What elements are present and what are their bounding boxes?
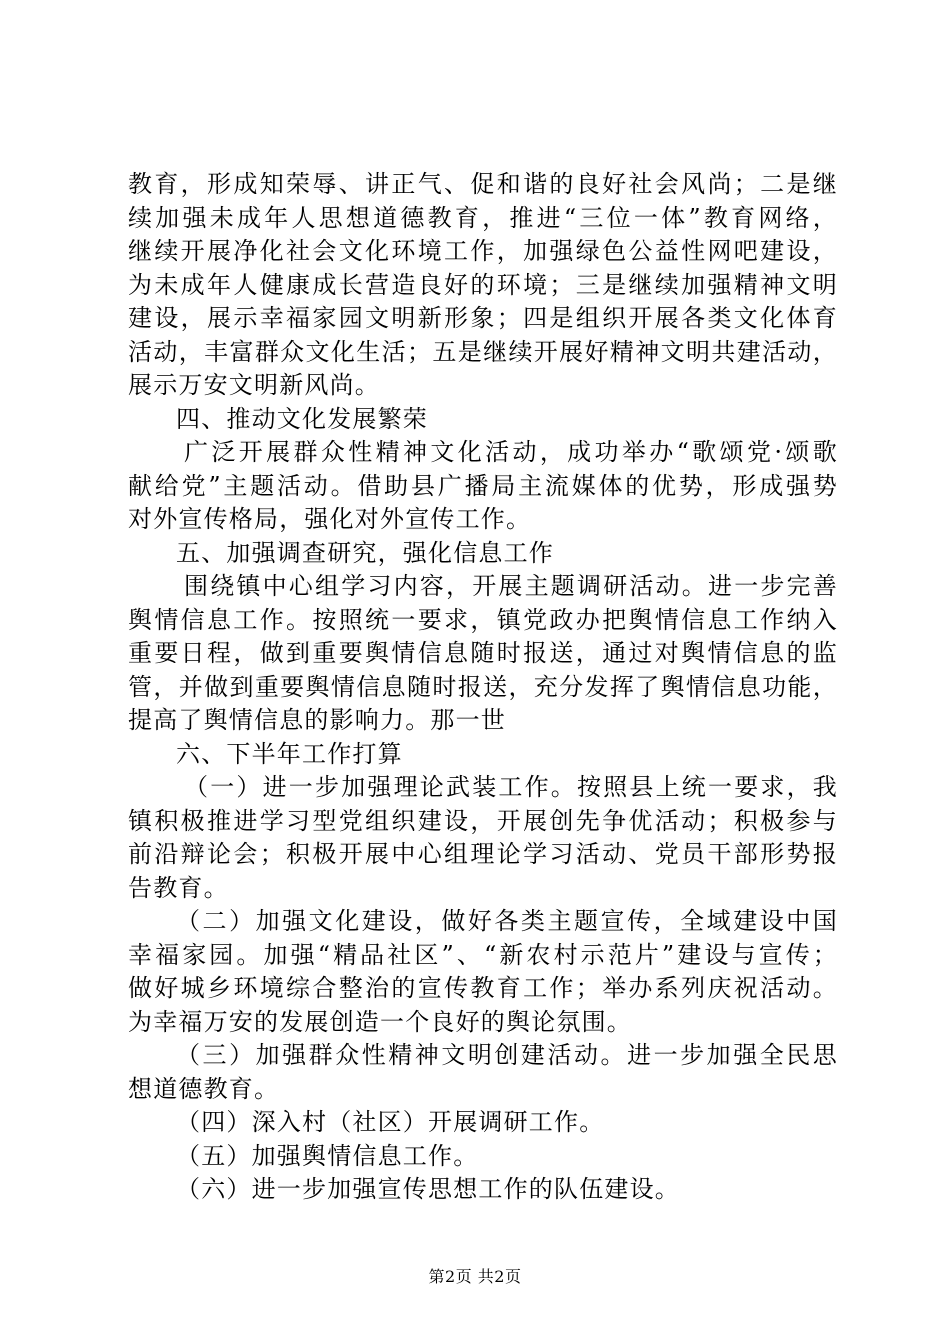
text-line: 幸福家园。加强“精品社区”、“新农村示范片”建设与宣传；: [128, 940, 838, 969]
page-footer: 第2页 共2页: [428, 1267, 522, 1286]
text-line: 继续开展净化社会文化环境工作，加强绿色公益性网吧建设，: [128, 237, 838, 265]
text-line: 五、加强调查研究，强化信息工作: [176, 538, 554, 567]
text-line: 展示万安文明新风尚。: [128, 371, 380, 399]
text-line: 告教育。: [128, 873, 229, 902]
text-line: 做好城乡环境综合整治的宣传教育工作；举办系列庆祝活动。: [128, 974, 838, 1002]
text-line: （五）加强舆情信息工作。: [176, 1141, 479, 1170]
text-line: 四、推动文化发展繁荣: [176, 404, 428, 433]
text-line: 广泛开展群众性精神文化活动，成功举办“歌颂党·颂歌: [184, 438, 838, 466]
text-line: 围绕镇中心组学习内容，开展主题调研活动。进一步完善: [184, 572, 838, 600]
text-line: 管，并做到重要舆情信息随时报送，充分发挥了舆情信息功能，: [128, 672, 838, 701]
text-line: 为幸福万安的发展创造一个良好的舆论氛围。: [128, 1007, 632, 1036]
text-line: 镇积极推进学习型党组织建设，开展创先争优活动；积极参与: [128, 806, 838, 835]
text-line: 活动，丰富群众文化生活；五是继续开展好精神文明共建活动，: [128, 337, 838, 366]
text-line: （四）深入村（社区）开展调研工作。: [176, 1108, 605, 1136]
document-body: [128, 168, 838, 1207]
text-line: 对外宣传格局，强化对外宣传工作。: [128, 505, 532, 533]
text-line: 建设，展示幸福家园文明新形象；四是组织开展各类文化体育: [128, 304, 838, 332]
text-line: 提高了舆情信息的影响力。那一世: [128, 706, 506, 734]
text-line: 献给党”主题活动。借助县广播局主流媒体的优势，形成强势: [128, 471, 838, 500]
text-line: 为未成年人健康成长营造良好的环境；三是继续加强精神文明: [128, 270, 838, 299]
text-line: 舆情信息工作。按照统一要求，镇党政办把舆情信息工作纳入: [128, 605, 838, 634]
text-line: （二）加强文化建设，做好各类主题宣传，全域建设中国: [176, 907, 838, 935]
text-line: 重要日程，做到重要舆情信息随时报送，通过对舆情信息的监: [128, 639, 838, 667]
text-line: 续加强未成年人思想道德教育，推进“三位一体”教育网络，: [128, 203, 838, 232]
text-line: 前沿辩论会；积极开展中心组理论学习活动、党员干部形势报: [128, 840, 838, 868]
text-line: 教育，形成知荣辱、讲正气、促和谐的良好社会风尚；二是继: [128, 170, 838, 198]
text-line: 六、下半年工作打算: [176, 739, 403, 768]
text-line: （一）进一步加强理论武装工作。按照县上统一要求，我: [184, 773, 838, 801]
text-line: （六）进一步加强宣传思想工作的队伍建设。: [176, 1175, 680, 1203]
text-line: 想道德教育。: [128, 1074, 280, 1103]
text-line: （三）加强群众性精神文明创建活动。进一步加强全民思: [176, 1041, 838, 1069]
